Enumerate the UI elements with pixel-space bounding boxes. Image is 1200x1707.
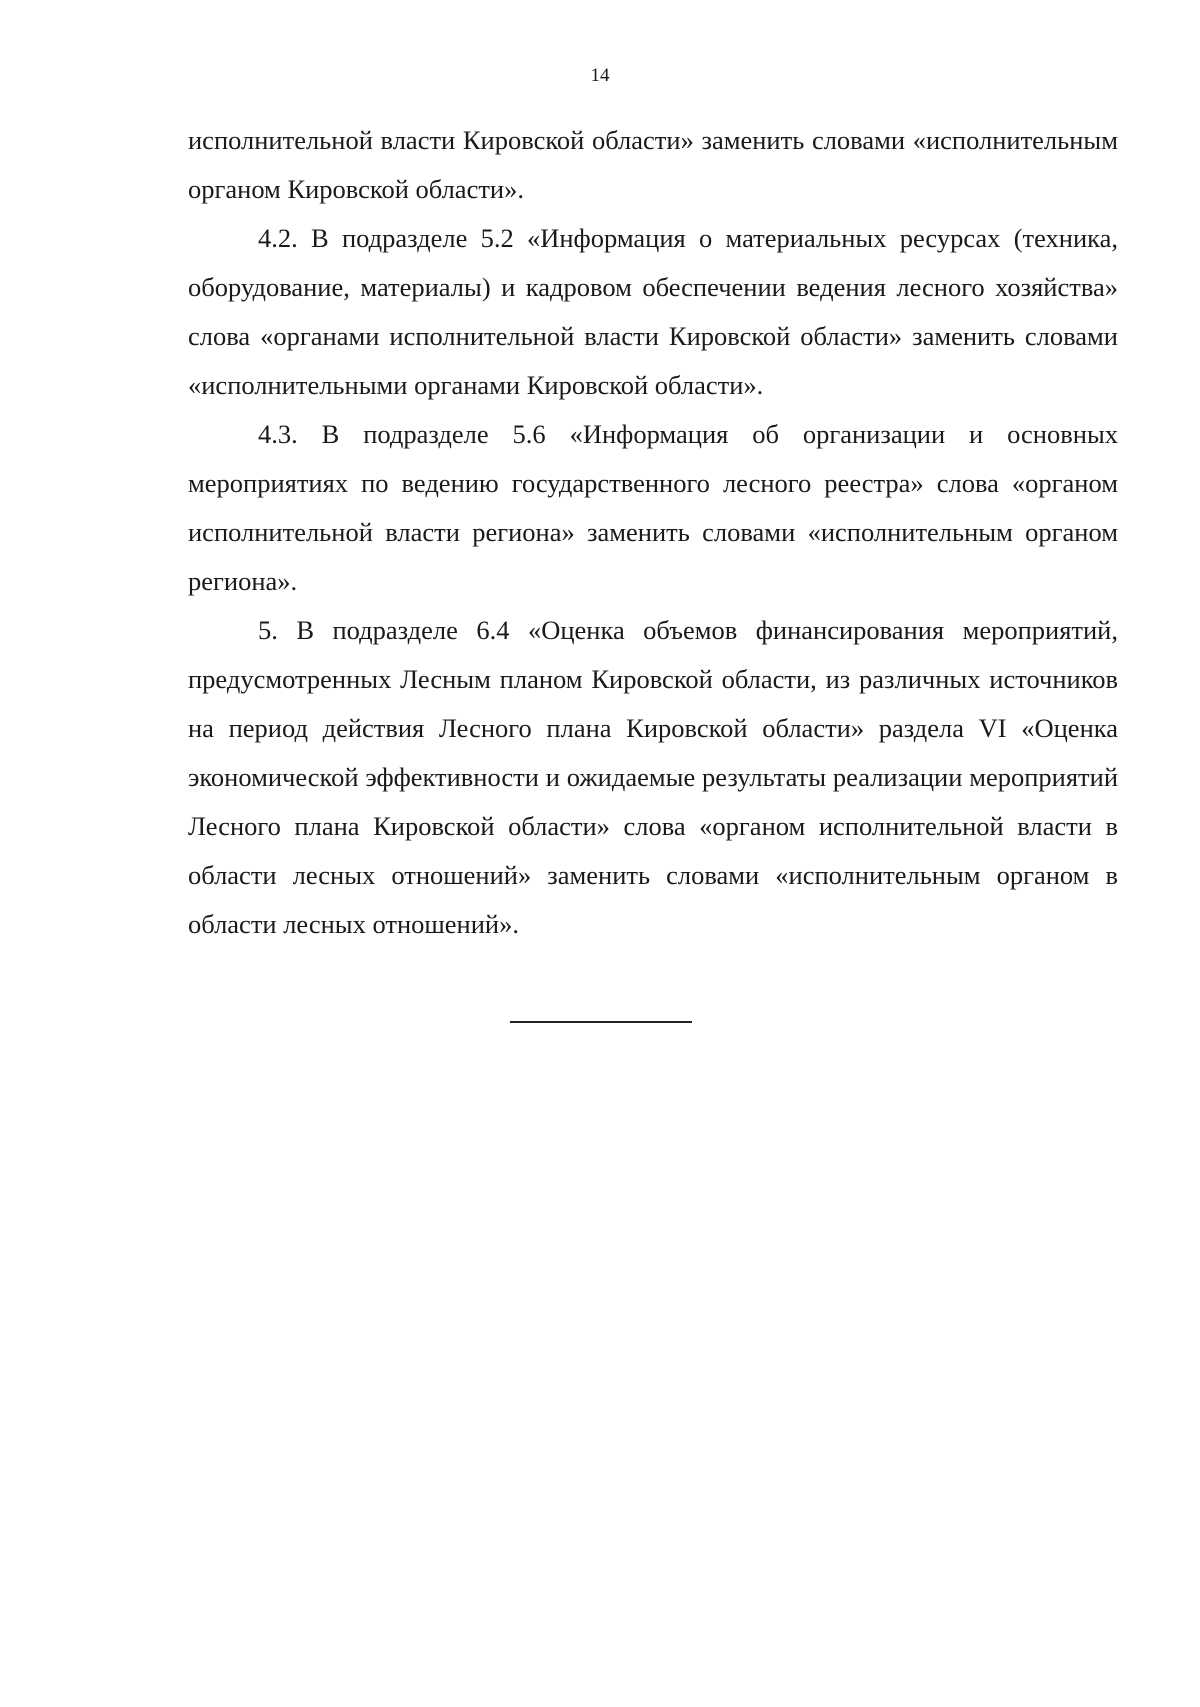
paragraph-4-3: 4.3. В подразделе 5.6 «Информация об организации и основных мероприятиях по ведению государственного лесного реестра» слова «органом исполнительной власти региона» заменить словами «исполнительным органом региона». [188,419,1118,596]
page-number: 14 [590,65,610,86]
paragraph-4-2: 4.2. В подразделе 5.2 «Информация о материальных ресурсах (техника, оборудование, материалы) и кадровом обеспечении ведения лесного хозяйства» слова «органами исполнительной власти Кировской области» заменить словами «исполнительными органами Кировской области». [188,223,1118,400]
paragraph-5: 5. В подразделе 6.4 «Оценка объемов финансирования мероприятий, предусмотренных Лесным планом Кировской области, из различных источников на период действия Лесного плана Кировской области» раздела VI «Оценка экономической эффективности и ожидаемые результаты реализации мероприятий Лесного плана Кировской области» слова «органом исполнительной власти в области лесных отношений» заменить словами «исполнительным органом в области лесных отношений». [188,615,1118,939]
document-body [188,116,1118,949]
paragraph-continuation: исполнительной власти Кировской области» заменить словами «исполнительным органом Кировской области». [188,125,1118,204]
closing-rule [510,1021,692,1023]
